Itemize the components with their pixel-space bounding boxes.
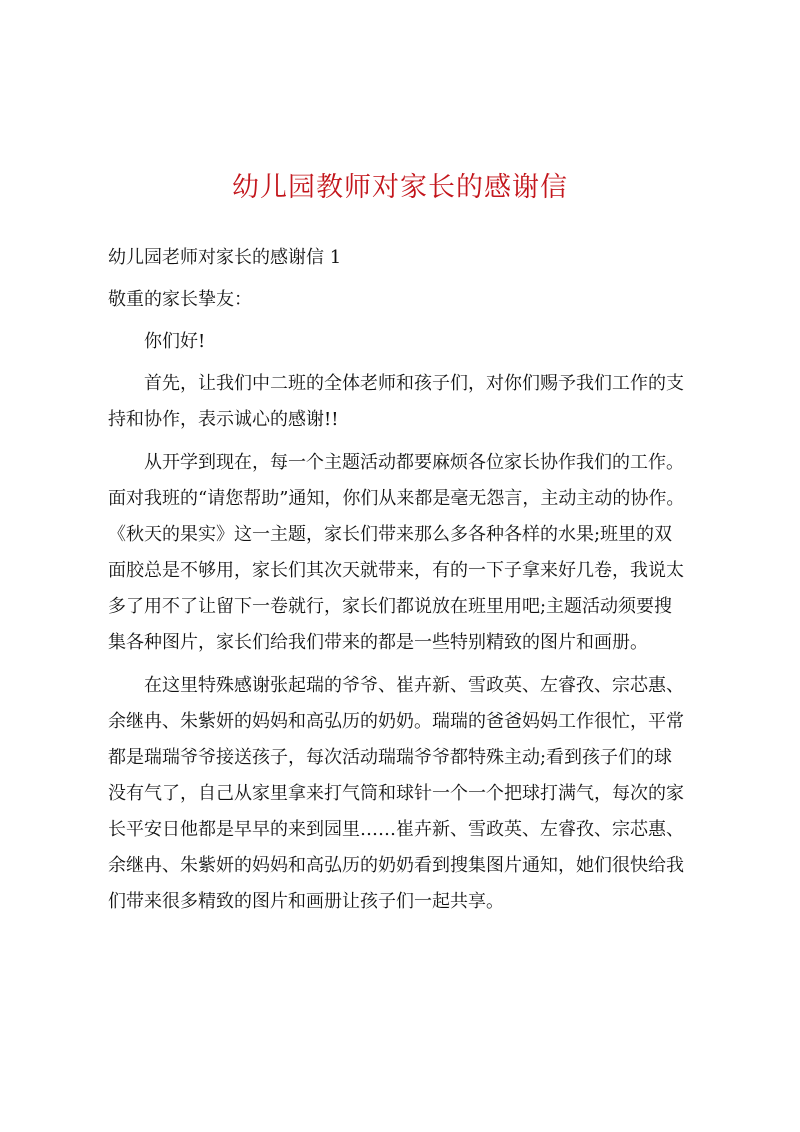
paragraph-line: 《秋天的果实》这一主题，家长们带来那么多各种各样的水果;班里的双	[108, 524, 673, 545]
paragraph-3	[108, 668, 716, 920]
paragraph-line: 集各种图片，家长们给我们带来的都是一些特别精致的图片和画册。	[108, 632, 648, 653]
paragraph-line: 们带来很多精致的图片和画册让孩子们一起共享。	[108, 891, 504, 912]
letter-greeting	[108, 324, 716, 360]
paragraph-line: 余继冉、朱紫妍的妈妈和高弘历的奶奶看到搜集图片通知，她们很快给我	[108, 855, 684, 876]
paragraph-line: 在这里特殊感谢张起瑞的爷爷、崔卉新、雪政英、左睿孜、宗芯惠、	[108, 675, 684, 696]
paragraph-line: 余继冉、朱紫妍的妈妈和高弘历的奶奶。瑞瑞的爸爸妈妈工作很忙，平常	[108, 711, 684, 732]
document-body	[108, 240, 716, 920]
greeting-text: 你们好!	[144, 331, 206, 352]
paragraph-line: 面对我班的“请您帮助”通知，你们从来都是毫无怨言，主动主动的协作。	[108, 488, 685, 509]
paragraph-line: 面胶总是不够用，家长们其次天就带来，有的一下子拿来好几卷，我说太	[108, 560, 684, 581]
letter-salutation: 敬重的家长挚友：	[108, 289, 252, 310]
document-title: 幼儿园教师对家长的感谢信	[232, 172, 568, 203]
paragraph-2	[108, 445, 716, 661]
letter-subtitle: 幼儿园老师对家长的感谢信 1	[108, 247, 342, 268]
paragraph-line: 长平安日他都是早早的来到园里……崔卉新、雪政英、左睿孜、宗芯惠、	[108, 819, 684, 840]
paragraph-line: 首先，让我们中二班的全体老师和孩子们，对你们赐予我们工作的支	[108, 373, 684, 394]
paragraph-1	[108, 366, 716, 438]
paragraph-line: 持和协作，表示诚心的感谢!!	[108, 409, 339, 430]
paragraph-line: 从开学到现在，每一个主题活动都要麻烦各位家长协作我们的工作。	[108, 452, 684, 473]
paragraph-line: 都是瑞瑞爷爷接送孩子，每次活动瑞瑞爷爷都特殊主动;看到孩子们的球	[108, 747, 673, 768]
paragraph-line: 没有气了，自己从家里拿来打气筒和球针一个一个把球打满气，每次的家	[108, 783, 684, 804]
paragraph-line: 多了用不了让留下一卷就行，家长们都说放在班里用吧;主题活动须要搜	[108, 596, 673, 617]
